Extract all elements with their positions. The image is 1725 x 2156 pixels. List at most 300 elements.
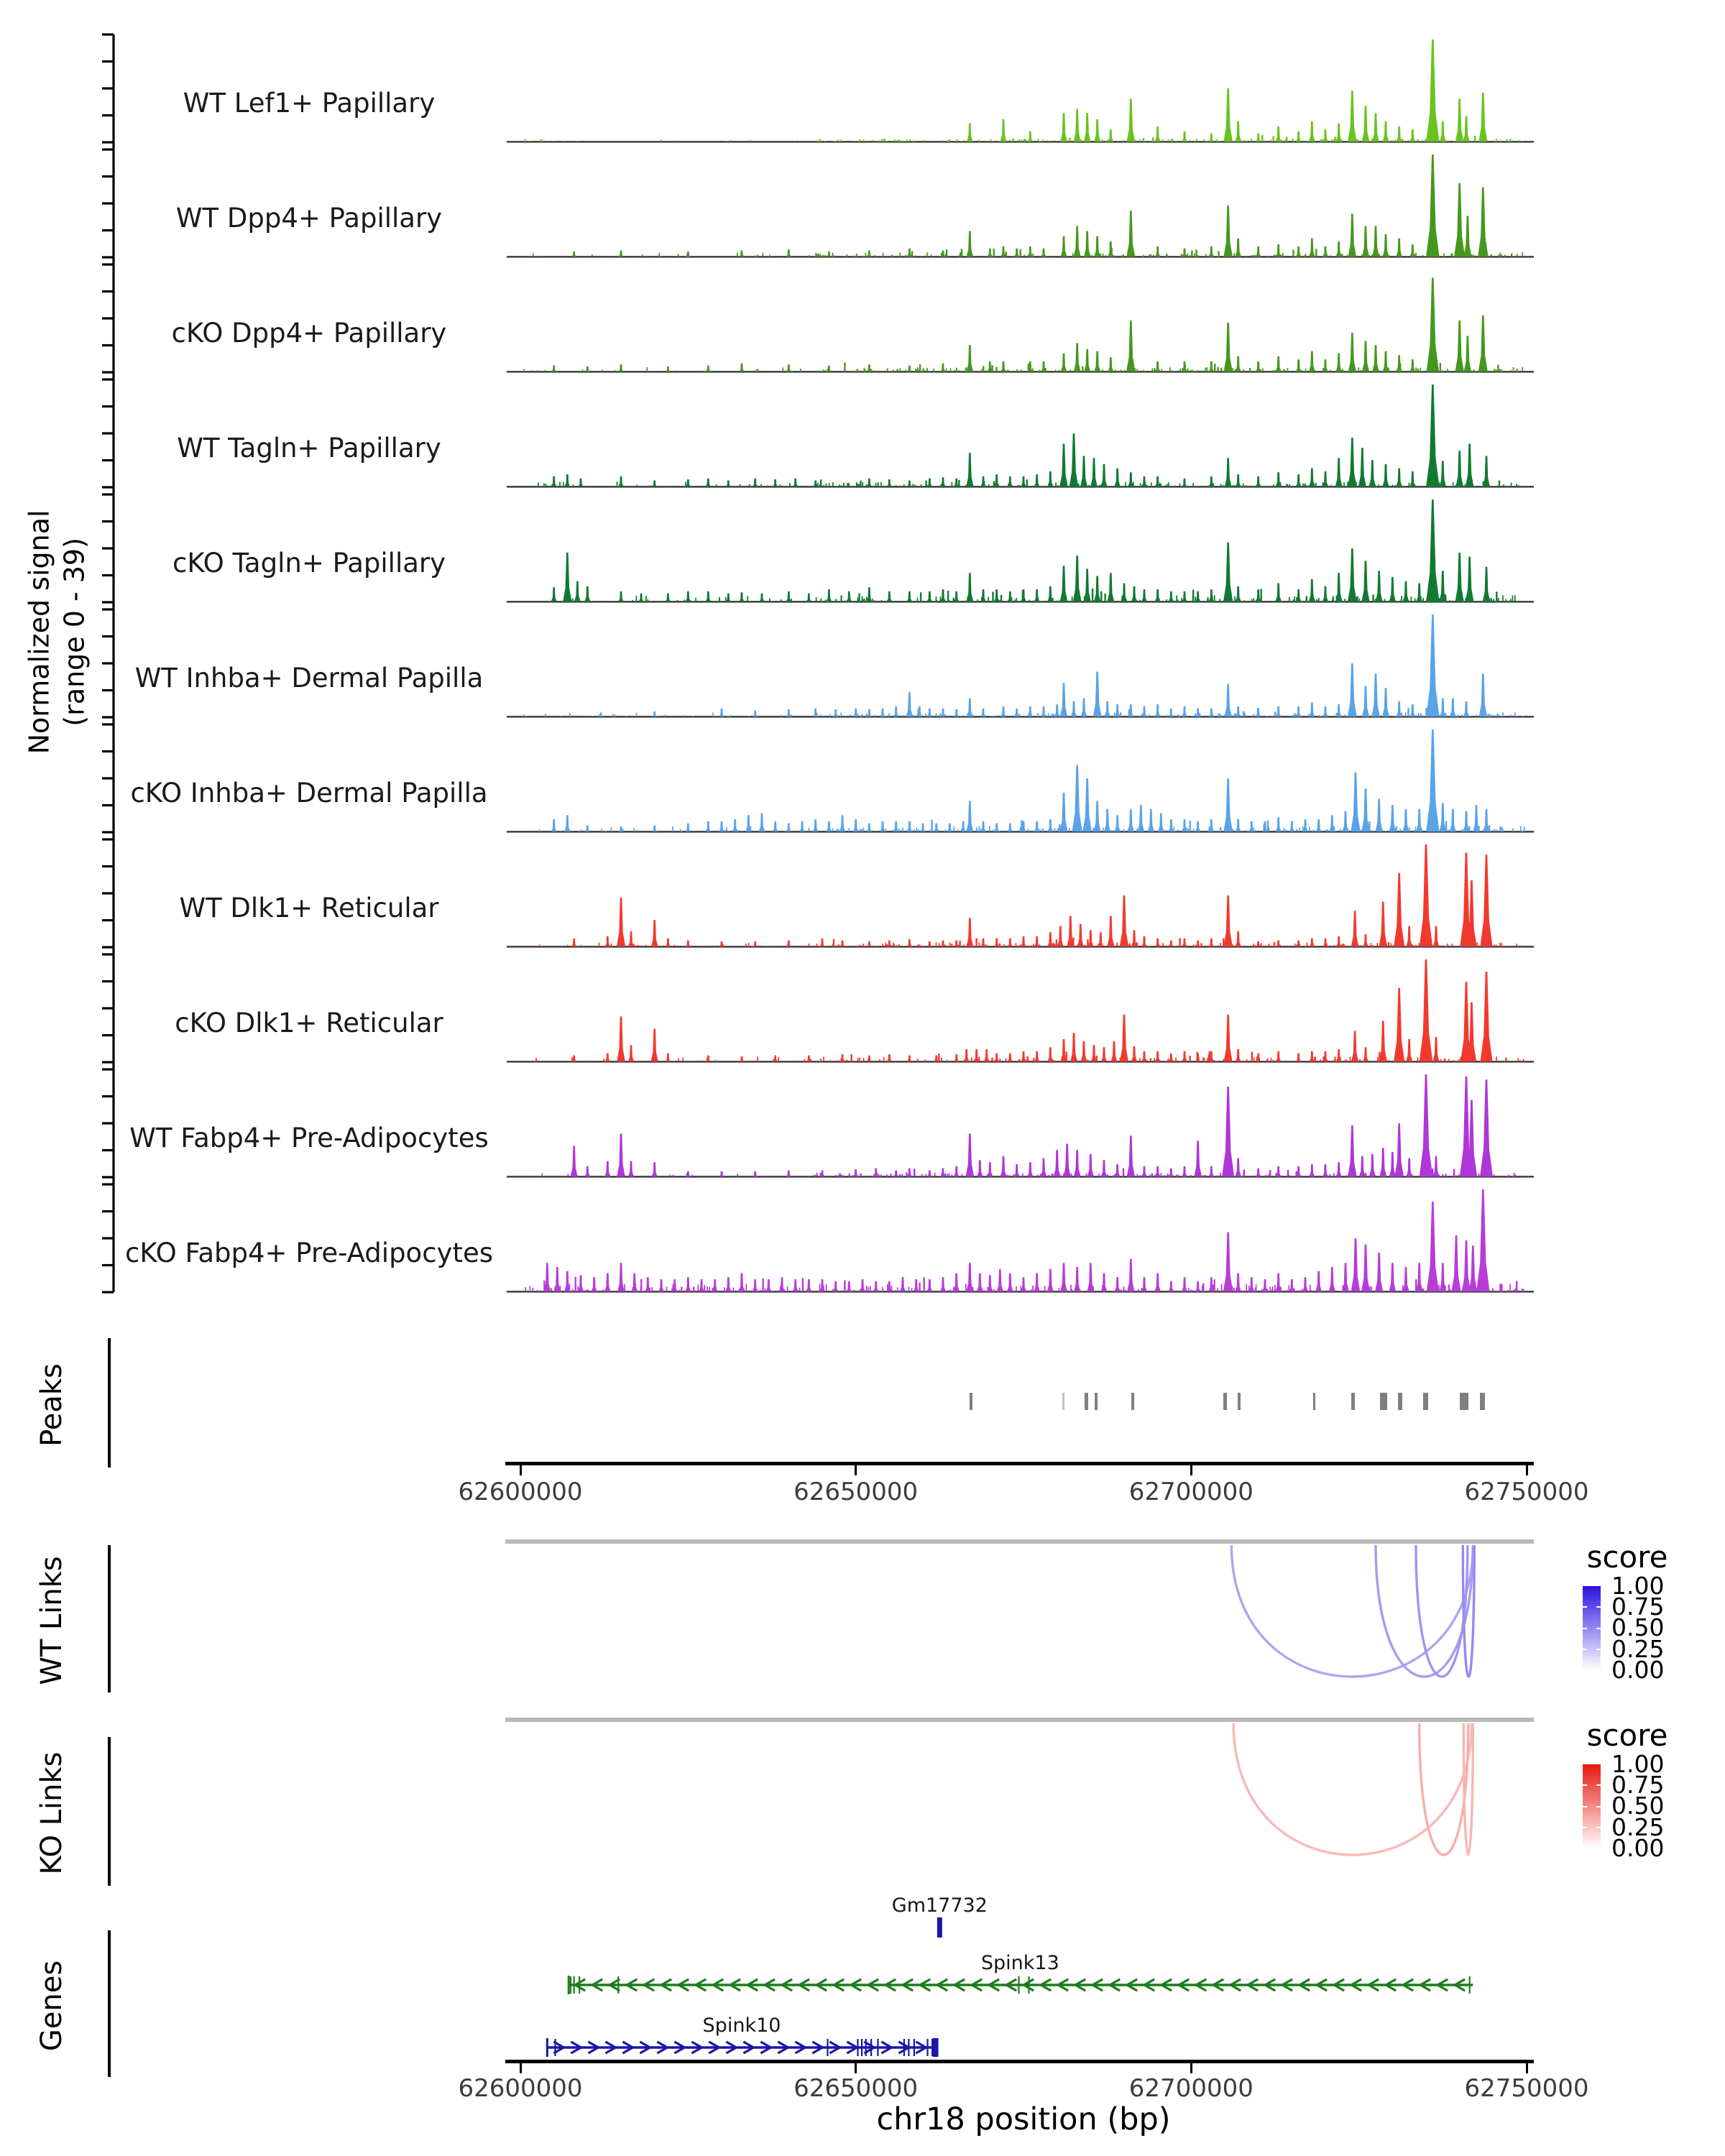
- signal-peak: [1101, 1047, 1107, 1061]
- signal-peak: [1168, 819, 1174, 831]
- signal-peak: [940, 709, 945, 717]
- signal-peak: [1275, 1273, 1282, 1291]
- signal-peak: [1426, 384, 1439, 487]
- ko-links-bracket: [108, 1737, 111, 1886]
- signal-peak: [1426, 614, 1439, 717]
- signal-peak: [833, 1281, 839, 1291]
- signal-peak: [1397, 355, 1402, 372]
- signal-peak: [966, 1133, 974, 1176]
- signal-peak: [1276, 126, 1282, 142]
- legend-bar-tick: [1583, 1606, 1587, 1608]
- signal-peak: [1235, 1158, 1241, 1176]
- signal-peak: [1107, 573, 1114, 602]
- signal-peak: [1155, 361, 1161, 372]
- signal-peak: [1007, 1273, 1013, 1291]
- signal-peak: [1021, 476, 1026, 487]
- signal-peak: [1047, 1047, 1053, 1061]
- track-label: WT Lef1+ Papillary: [183, 88, 436, 119]
- genome-axis-tick: [1526, 1465, 1528, 1475]
- signal-peak: [1256, 589, 1261, 602]
- genes-section-label: Genes: [35, 1960, 68, 2052]
- signal-peak: [1131, 1046, 1137, 1061]
- signal-peak: [564, 815, 570, 831]
- legend-tick-label: 0.50: [1611, 1613, 1665, 1642]
- signal-peak: [967, 698, 973, 717]
- signal-peak: [980, 589, 986, 602]
- signal-peak: [1363, 1047, 1368, 1061]
- signal-peak: [1479, 673, 1487, 717]
- signal-peak: [1427, 1202, 1439, 1291]
- signal-peak: [1077, 924, 1084, 946]
- track-signal: [507, 724, 1535, 833]
- signal-peak: [1383, 121, 1389, 142]
- signal-peak: [1296, 359, 1302, 372]
- signal-peak: [867, 709, 872, 717]
- legend-tick-label: 1.00: [1611, 1750, 1665, 1778]
- signal-peak: [1008, 476, 1013, 487]
- genome-axis-tick: [855, 2063, 857, 2073]
- signal-peak: [666, 594, 671, 602]
- signal-peak: [1402, 809, 1409, 831]
- signal-peak: [1074, 343, 1081, 372]
- signal-peak: [907, 1169, 912, 1176]
- signal-peak: [628, 1045, 634, 1061]
- signal-peak: [1126, 211, 1135, 257]
- signal-peak: [907, 1055, 912, 1061]
- legend-tick-label: 1.00: [1611, 1572, 1665, 1600]
- signal-peak: [1108, 241, 1113, 257]
- signal-peak: [1409, 704, 1415, 717]
- track-label: cKO Inhba+ Dermal Papilla: [130, 778, 488, 808]
- peak-region: [1223, 1393, 1227, 1410]
- signal-peak: [773, 479, 778, 487]
- signal-peak: [1335, 458, 1343, 487]
- signal-peak: [685, 1277, 691, 1291]
- track-label: cKO Fabp4+ Pre-Adipocytes: [124, 1238, 493, 1268]
- signal-peak: [1059, 443, 1067, 487]
- signal-peak: [1028, 132, 1034, 142]
- signal-peak: [1296, 1054, 1301, 1061]
- signal-peak: [1148, 809, 1154, 831]
- signal-peak: [1433, 1156, 1440, 1176]
- signal-peak: [1276, 356, 1282, 372]
- signal-peak: [994, 939, 999, 946]
- x-axis-title: chr18 position (bp): [876, 2101, 1171, 2137]
- signal-peak: [1296, 589, 1302, 602]
- signal-peak: [605, 1054, 610, 1061]
- signal-peak: [1322, 1051, 1328, 1061]
- signal-peak: [551, 365, 556, 372]
- signal-peak: [1236, 1049, 1241, 1061]
- signal-peak: [1127, 1135, 1135, 1176]
- signal-peak: [1094, 351, 1100, 372]
- signal-peak: [618, 250, 623, 257]
- signal-peak: [1120, 895, 1128, 946]
- signal-peak: [1060, 566, 1068, 602]
- signal-peak: [1182, 939, 1187, 946]
- signal-peak: [726, 594, 731, 602]
- signal-peak: [940, 1277, 946, 1291]
- signal-peak: [584, 586, 590, 602]
- signal-peak: [786, 709, 791, 717]
- signal-peak: [1296, 247, 1302, 257]
- signal-peak: [1348, 663, 1357, 717]
- signal-peak: [1209, 361, 1215, 372]
- legend-tick-label: 0.25: [1611, 1812, 1665, 1841]
- signal-peak: [1223, 895, 1232, 946]
- genome-axis-tick: [1526, 2063, 1528, 2073]
- signal-peak: [1309, 121, 1315, 142]
- signal-peak: [980, 821, 986, 831]
- signal-peak: [1397, 126, 1402, 142]
- legend-tick-label: 0.50: [1611, 1792, 1665, 1820]
- legend-bar-tick: [1596, 1784, 1601, 1786]
- ko-links-section-label: KO Links: [35, 1751, 68, 1875]
- track-signal: [507, 839, 1535, 948]
- signal-peak: [840, 1054, 845, 1061]
- genome-axis-tick: [520, 1465, 522, 1475]
- signal-peak: [1322, 247, 1328, 257]
- signal-peak: [1310, 1051, 1315, 1061]
- signal-peak: [628, 1161, 634, 1176]
- signal-peak: [1322, 586, 1328, 602]
- signal-peak: [1359, 1156, 1366, 1176]
- signal-peak: [1361, 788, 1369, 831]
- gene-label: Gm17732: [891, 1894, 988, 1917]
- peak-region: [1460, 1393, 1468, 1410]
- signal-peak: [618, 591, 624, 602]
- signal-peak: [1376, 571, 1383, 602]
- legend-bar-tick: [1583, 1827, 1587, 1828]
- signal-peak: [1155, 476, 1161, 487]
- signal-peak: [1454, 183, 1465, 257]
- signal-peak: [1276, 1166, 1282, 1176]
- signal-peak: [1087, 930, 1093, 946]
- signal-peak: [1070, 1033, 1077, 1061]
- signal-peak: [1223, 778, 1233, 831]
- track-label: WT Fabp4+ Pre-Adipocytes: [129, 1123, 489, 1153]
- signal-peak: [1000, 1156, 1007, 1176]
- signal-peak: [618, 476, 624, 487]
- signal-peak: [926, 1279, 932, 1291]
- signal-peak: [907, 591, 913, 602]
- signal-peak: [578, 1275, 584, 1291]
- legend-bar-tick: [1583, 1806, 1587, 1807]
- signal-peak: [1478, 315, 1488, 372]
- ko-links-legend-title: score: [1586, 1718, 1668, 1753]
- signal-peak: [1439, 803, 1446, 831]
- signal-peak: [1000, 119, 1006, 142]
- signal-peak: [1480, 1079, 1493, 1176]
- signal-peak: [571, 252, 576, 257]
- signal-peak: [1195, 709, 1200, 717]
- signal-peak: [1396, 468, 1402, 487]
- signal-peak: [1463, 116, 1469, 142]
- signal-peak: [1028, 247, 1034, 257]
- signal-peak: [585, 367, 590, 372]
- peak-region: [1085, 1393, 1088, 1410]
- legend-bar-tick: [1596, 1649, 1601, 1650]
- signal-peak: [994, 1054, 999, 1061]
- wt-links-arcs: [507, 1542, 1535, 1686]
- signal-peak: [1309, 468, 1315, 487]
- wt-links-legend-title: score: [1586, 1539, 1668, 1575]
- signal-peak: [1322, 706, 1328, 717]
- signal-peak: [1316, 819, 1322, 831]
- signal-peak: [826, 589, 832, 602]
- gene-label: Spink13: [980, 1952, 1059, 1974]
- signal-peak: [1060, 793, 1068, 831]
- signal-peak: [1351, 773, 1360, 831]
- signal-peak: [1276, 1051, 1282, 1061]
- signal-peak: [617, 898, 625, 946]
- track-label: cKO Dlk1+ Reticular: [175, 1008, 443, 1038]
- signal-peak: [1182, 591, 1187, 602]
- signal-peak: [1182, 249, 1187, 257]
- signal-peak: [1067, 916, 1074, 946]
- signal-peak: [1008, 824, 1013, 831]
- signal-peak: [1087, 1154, 1094, 1176]
- signal-peak: [1209, 476, 1215, 487]
- track-signal: [507, 149, 1535, 258]
- signal-peak: [1481, 972, 1493, 1061]
- signal-peak: [773, 1055, 778, 1061]
- signal-peak: [954, 591, 960, 602]
- signal-peak: [1094, 801, 1101, 831]
- signal-peak: [686, 824, 691, 831]
- signal-peak: [1021, 589, 1026, 602]
- signal-peak: [887, 591, 893, 602]
- signal-peak: [786, 940, 791, 946]
- signal-peak: [1041, 361, 1046, 372]
- signal-peak: [1047, 471, 1053, 487]
- track-label: WT Tagln+ Papillary: [177, 433, 441, 464]
- signal-peak: [1383, 351, 1389, 372]
- signal-peak: [1034, 821, 1040, 831]
- signal-peak: [1236, 356, 1241, 372]
- genome-axis-tick: [1190, 2063, 1192, 2073]
- legend-tick-label: 0.00: [1611, 1833, 1665, 1862]
- signal-peak: [1072, 765, 1082, 831]
- signal-peak: [940, 364, 945, 372]
- signal-peak: [927, 709, 932, 717]
- signal-peak: [719, 709, 724, 717]
- signal-peak: [1195, 940, 1200, 946]
- signal-peak: [1060, 1039, 1067, 1061]
- signal-peak: [773, 821, 778, 831]
- signal-peak: [853, 709, 858, 717]
- signal-peak: [1014, 1164, 1020, 1176]
- signal-peak: [1440, 698, 1446, 717]
- signal-peak: [1402, 1267, 1409, 1291]
- signal-peak: [1093, 672, 1102, 717]
- signal-peak: [1409, 244, 1415, 257]
- signal-peak: [827, 821, 832, 831]
- peak-region: [970, 1393, 972, 1410]
- signal-peak: [1464, 336, 1472, 372]
- signal-peak: [564, 474, 570, 487]
- signal-peak: [1195, 1054, 1200, 1061]
- signal-peak: [645, 1277, 650, 1291]
- peak-region: [1095, 1393, 1098, 1410]
- signal-peak: [964, 1049, 970, 1061]
- legend-bar-tick: [1596, 1806, 1601, 1807]
- link-arc: [1233, 1723, 1471, 1855]
- signal-peak: [880, 709, 885, 717]
- link-arc: [1420, 1723, 1468, 1855]
- signal-peak: [893, 821, 899, 831]
- signal-peak: [907, 365, 912, 372]
- signal-peak: [1060, 683, 1067, 717]
- signal-peak: [1169, 940, 1174, 946]
- signal-peak: [867, 824, 872, 831]
- signal-peak: [867, 364, 872, 372]
- legend-tick-label: 0.75: [1611, 1593, 1665, 1621]
- signal-peak: [1335, 573, 1343, 602]
- signal-peak: [753, 710, 758, 717]
- signal-peak: [1236, 706, 1241, 717]
- signal-peak: [1014, 709, 1019, 717]
- signal-peak: [967, 231, 973, 257]
- signal-peak: [1455, 451, 1463, 487]
- signal-peak: [753, 1279, 758, 1291]
- signal-peak: [1440, 121, 1446, 142]
- signal-peak: [1208, 1277, 1214, 1291]
- signal-peak: [554, 1267, 561, 1291]
- signal-peak: [1236, 474, 1241, 487]
- signal-peak: [604, 1161, 610, 1176]
- signal-peak: [1158, 813, 1164, 831]
- signal-peak: [1141, 589, 1147, 602]
- signal-peak: [1105, 701, 1110, 717]
- signal-peak: [605, 936, 611, 946]
- signal-peak: [1394, 873, 1404, 946]
- signal-peak: [1182, 706, 1187, 717]
- signal-peak: [1182, 132, 1187, 142]
- genome-axis-tick-label: 62700000: [1128, 2074, 1254, 2103]
- signal-peak: [1376, 799, 1383, 831]
- signal-peak: [1014, 249, 1019, 257]
- signal-peak: [1348, 213, 1356, 257]
- signal-peak: [551, 819, 557, 831]
- peaks-section-label: Peaks: [35, 1363, 68, 1447]
- signal-peak: [1396, 238, 1402, 257]
- signal-peak: [1483, 809, 1489, 831]
- track-label: cKO Tagln+ Papillary: [172, 548, 446, 579]
- signal-peak: [1416, 583, 1422, 602]
- signal-peak: [1466, 557, 1474, 602]
- signal-peak: [1362, 341, 1369, 372]
- signal-peak: [1235, 1273, 1241, 1291]
- signal-peak: [1224, 1015, 1233, 1061]
- signal-peak: [1094, 576, 1100, 602]
- signal-peak: [907, 480, 912, 487]
- signal-peak: [847, 591, 852, 602]
- signal-peak: [1121, 583, 1128, 602]
- signal-peak: [1047, 819, 1053, 831]
- peak-region: [1238, 1393, 1241, 1410]
- signal-peak: [1335, 353, 1342, 372]
- signal-peak: [585, 1166, 591, 1176]
- signal-peak: [1064, 1144, 1071, 1176]
- track-label: WT Inhba+ Dermal Papilla: [134, 663, 484, 694]
- signal-peak: [1126, 321, 1135, 372]
- signal-peak: [1047, 932, 1053, 946]
- signal-peak: [1309, 1164, 1315, 1176]
- signal-peak: [1455, 553, 1464, 602]
- signal-peak: [1182, 1051, 1187, 1061]
- peak-region: [1062, 1393, 1064, 1410]
- signal-peak: [1394, 988, 1404, 1061]
- signal-peak: [1107, 916, 1114, 946]
- signal-peak: [1008, 939, 1013, 946]
- signal-peak: [1478, 187, 1489, 257]
- signal-peak: [987, 1162, 993, 1176]
- signal-peak: [1090, 458, 1098, 487]
- signal-peak: [1114, 468, 1121, 487]
- signal-peak: [940, 940, 945, 946]
- signal-peak: [1439, 1263, 1446, 1291]
- signal-peak: [1382, 234, 1389, 257]
- signal-peak: [1208, 589, 1214, 602]
- signal-peak: [1141, 706, 1147, 717]
- signal-peak: [652, 480, 657, 487]
- signal-peak: [1382, 464, 1389, 487]
- signal-peak: [1249, 821, 1255, 831]
- signal-peak: [1070, 433, 1079, 487]
- signal-peak: [1060, 113, 1067, 142]
- signal-peak: [686, 252, 691, 257]
- signal-peak: [1351, 1031, 1358, 1061]
- signal-peak: [1101, 1160, 1107, 1176]
- signal-peak: [1473, 805, 1480, 831]
- signal-peak: [564, 1271, 571, 1291]
- signal-peak: [1115, 1277, 1121, 1291]
- legend-tick-label: 0.25: [1611, 1634, 1665, 1663]
- signal-peak: [980, 939, 985, 946]
- signal-peak: [1302, 819, 1308, 831]
- signal-peak: [1379, 902, 1387, 946]
- signal-peak: [1478, 93, 1487, 142]
- signal-peak: [652, 711, 657, 717]
- signal-peak: [940, 589, 946, 602]
- track-signal: [507, 1184, 1535, 1293]
- signal-peak: [706, 365, 711, 372]
- signal-peak: [1463, 811, 1470, 831]
- signal-peak: [1081, 698, 1087, 717]
- signal-peak: [617, 1263, 625, 1291]
- signal-peak: [1061, 353, 1067, 372]
- signal-peak: [1074, 226, 1081, 257]
- signal-peak: [1372, 113, 1379, 142]
- signal-peak: [1082, 778, 1092, 831]
- genome-axis-tick: [520, 2063, 522, 2073]
- signal-peak: [753, 1171, 758, 1176]
- signal-peak: [1358, 448, 1366, 487]
- signal-peak: [719, 1171, 724, 1176]
- signal-peak: [1087, 1263, 1094, 1291]
- signal-peak: [977, 1160, 983, 1176]
- signal-peak: [1034, 589, 1040, 602]
- signal-peak: [997, 1269, 1003, 1291]
- signal-peak: [551, 476, 557, 487]
- signal-peak: [1209, 134, 1214, 142]
- signal-peak: [1309, 238, 1315, 257]
- peak-region: [1351, 1393, 1355, 1410]
- signal-peak: [1362, 106, 1370, 142]
- signal-peak: [974, 1049, 980, 1061]
- signal-peak: [1169, 1054, 1174, 1061]
